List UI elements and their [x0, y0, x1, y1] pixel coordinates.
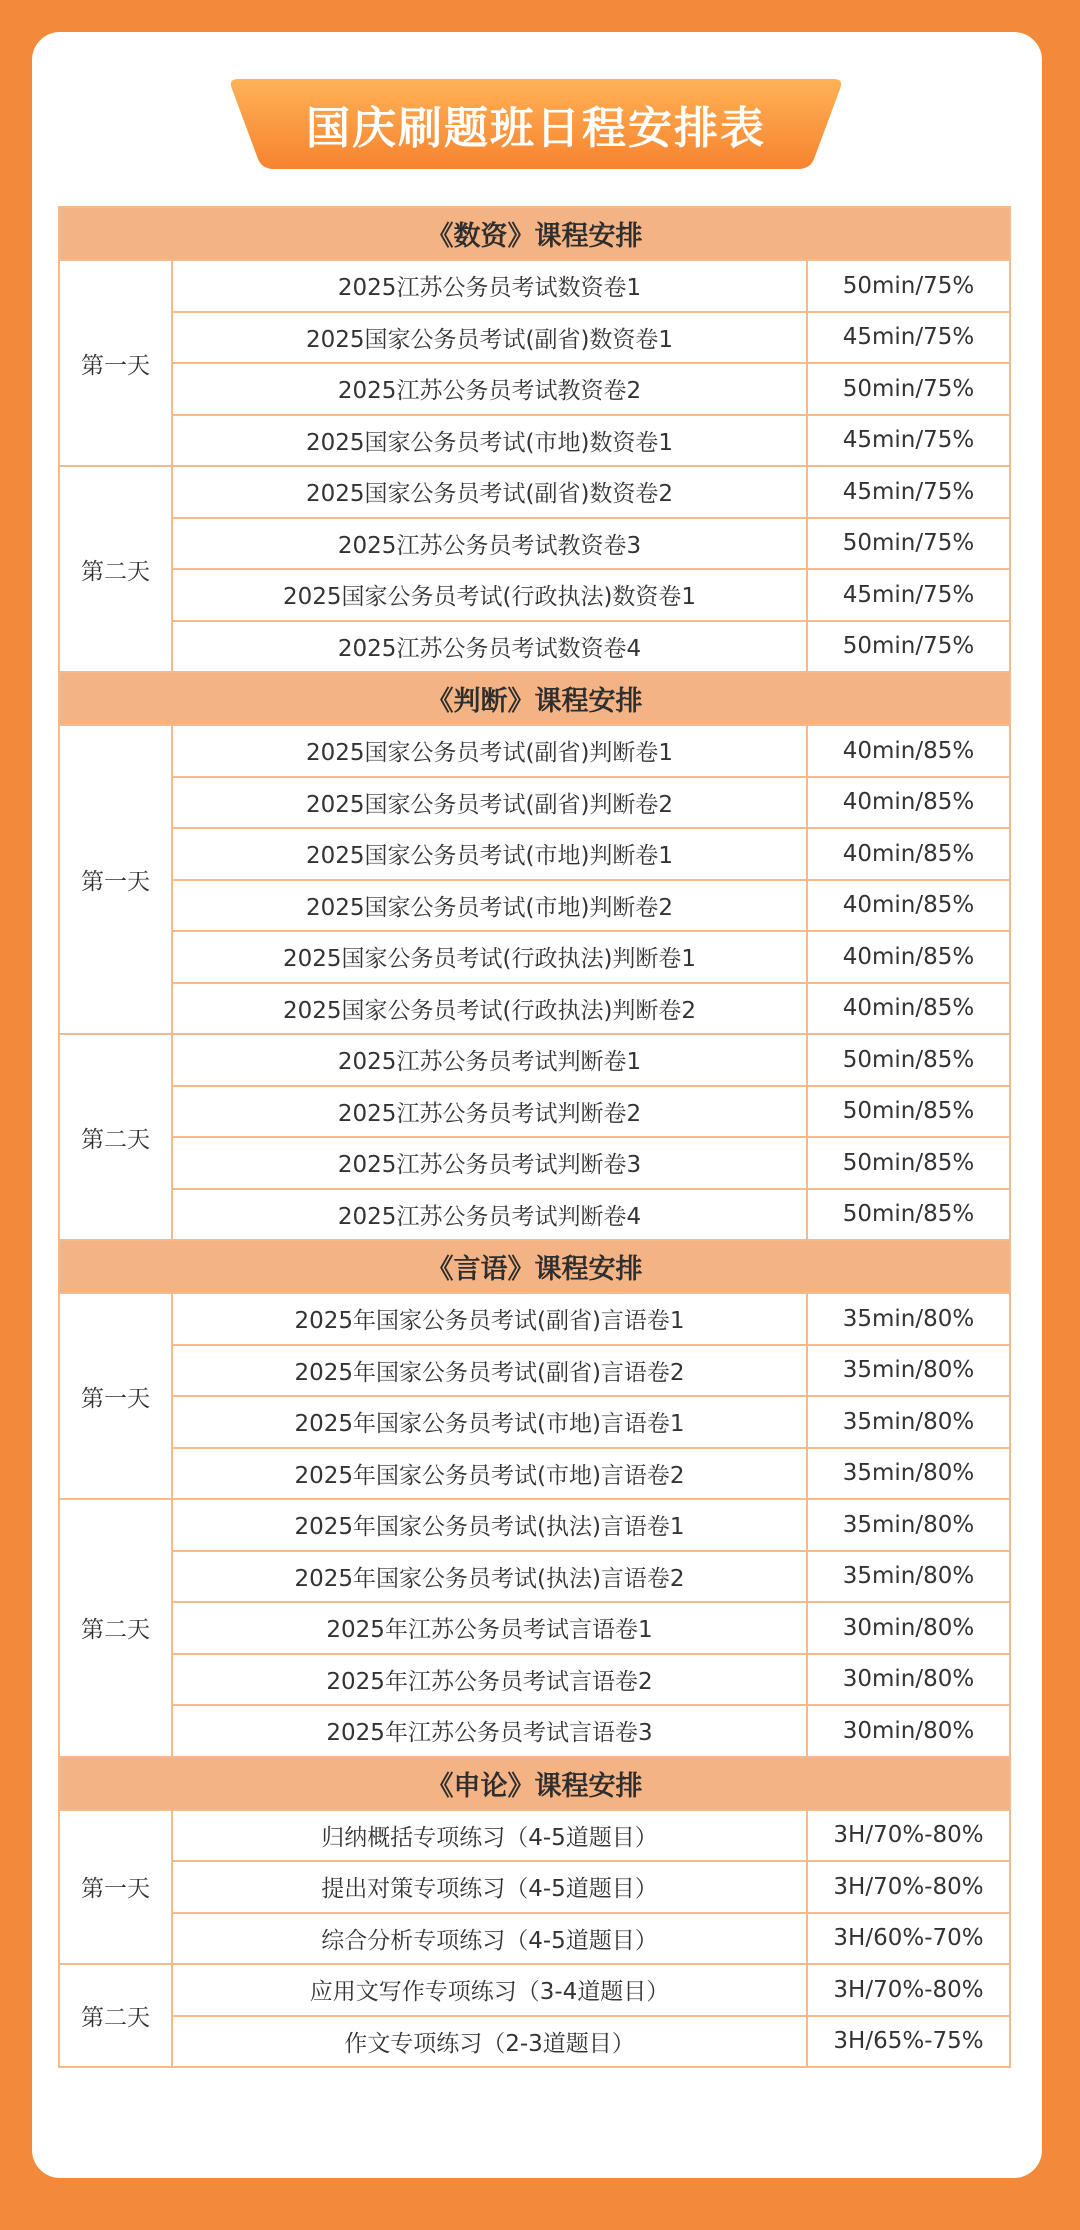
exam-name-cell: 2025国家公务员考试(市地)判断卷2	[172, 880, 807, 932]
table-row	[59, 1189, 1010, 1241]
time-target-cell: 50min/85%	[807, 1137, 1010, 1189]
exam-name-cell: 2025江苏公务员考试教资卷3	[172, 518, 807, 570]
table-row	[59, 1810, 1010, 1862]
time-target-cell: 50min/85%	[807, 1086, 1010, 1138]
exam-name-cell: 2025年国家公务员考试(市地)言语卷2	[172, 1448, 807, 1500]
day-label: 第一天	[59, 1810, 172, 1965]
section-header-row	[59, 672, 1010, 725]
table-row	[59, 1137, 1010, 1189]
time-target-cell: 35min/80%	[807, 1499, 1010, 1551]
table-row	[59, 518, 1010, 570]
schedule-table	[58, 206, 1011, 2068]
exam-name-cell: 提出对策专项练习（4-5道题目）	[172, 1861, 807, 1913]
exam-name-cell: 2025国家公务员考试(市地)判断卷1	[172, 828, 807, 880]
time-target-cell: 50min/75%	[807, 260, 1010, 312]
section-header: 《言语》课程安排	[59, 1240, 1010, 1293]
table-row	[59, 1086, 1010, 1138]
day-label: 第一天	[59, 725, 172, 1034]
time-target-cell: 45min/75%	[807, 466, 1010, 518]
exam-name-cell: 2025年江苏公务员考试言语卷3	[172, 1705, 807, 1757]
exam-name-cell: 2025国家公务员考试(市地)数资卷1	[172, 415, 807, 467]
exam-name-cell: 2025年江苏公务员考试言语卷2	[172, 1654, 807, 1706]
time-target-cell: 40min/85%	[807, 880, 1010, 932]
exam-name-cell: 应用文写作专项练习（3-4道题目）	[172, 1964, 807, 2016]
time-target-cell: 40min/85%	[807, 828, 1010, 880]
time-target-cell: 40min/85%	[807, 931, 1010, 983]
day-label: 第二天	[59, 466, 172, 672]
table-row	[59, 363, 1010, 415]
table-row	[59, 828, 1010, 880]
day-label: 第二天	[59, 1034, 172, 1240]
exam-name-cell: 2025国家公务员考试(副省)数资卷1	[172, 312, 807, 364]
exam-name-cell: 2025国家公务员考试(副省)判断卷1	[172, 725, 807, 777]
exam-name-cell: 2025江苏公务员考试判断卷3	[172, 1137, 807, 1189]
exam-name-cell: 2025国家公务员考试(副省)数资卷2	[172, 466, 807, 518]
table-row	[59, 1705, 1010, 1757]
time-target-cell: 50min/75%	[807, 621, 1010, 673]
table-row	[59, 621, 1010, 673]
day-label: 第二天	[59, 1964, 172, 2067]
day-label: 第二天	[59, 1499, 172, 1757]
table-row	[59, 777, 1010, 829]
time-target-cell: 30min/80%	[807, 1705, 1010, 1757]
title-banner	[230, 79, 842, 169]
exam-name-cell: 2025江苏公务员考试教资卷2	[172, 363, 807, 415]
time-target-cell: 50min/85%	[807, 1034, 1010, 1086]
exam-name-cell: 2025年国家公务员考试(副省)言语卷1	[172, 1293, 807, 1345]
table-row	[59, 1964, 1010, 2016]
table-row	[59, 312, 1010, 364]
day-label: 第一天	[59, 260, 172, 466]
exam-name-cell: 2025国家公务员考试(副省)判断卷2	[172, 777, 807, 829]
time-target-cell: 3H/70%-80%	[807, 1810, 1010, 1862]
day-label: 第一天	[59, 1293, 172, 1499]
section-header: 《判断》课程安排	[59, 672, 1010, 725]
table-row	[59, 983, 1010, 1035]
time-target-cell: 3H/70%-80%	[807, 1861, 1010, 1913]
table-row	[59, 415, 1010, 467]
exam-name-cell: 综合分析专项练习（4-5道题目）	[172, 1913, 807, 1965]
table-row	[59, 1396, 1010, 1448]
exam-name-cell: 2025江苏公务员考试判断卷1	[172, 1034, 807, 1086]
table-row	[59, 931, 1010, 983]
exam-name-cell: 2025江苏公务员考试数资卷4	[172, 621, 807, 673]
time-target-cell: 50min/85%	[807, 1189, 1010, 1241]
time-target-cell: 35min/80%	[807, 1448, 1010, 1500]
time-target-cell: 35min/80%	[807, 1345, 1010, 1397]
exam-name-cell: 作文专项练习（2-3道题目）	[172, 2016, 807, 2068]
section-header-row	[59, 1757, 1010, 1810]
time-target-cell: 40min/85%	[807, 983, 1010, 1035]
section-header-row	[59, 207, 1010, 260]
time-target-cell: 40min/85%	[807, 725, 1010, 777]
table-row	[59, 1293, 1010, 1345]
time-target-cell: 35min/80%	[807, 1396, 1010, 1448]
exam-name-cell: 2025国家公务员考试(行政执法)判断卷2	[172, 983, 807, 1035]
time-target-cell: 35min/80%	[807, 1293, 1010, 1345]
time-target-cell: 3H/70%-80%	[807, 1964, 1010, 2016]
time-target-cell: 45min/75%	[807, 312, 1010, 364]
table-row	[59, 1448, 1010, 1500]
exam-name-cell: 2025年国家公务员考试(市地)言语卷1	[172, 1396, 807, 1448]
exam-name-cell: 2025年国家公务员考试(副省)言语卷2	[172, 1345, 807, 1397]
time-target-cell: 3H/65%-75%	[807, 2016, 1010, 2068]
time-target-cell: 40min/85%	[807, 777, 1010, 829]
time-target-cell: 50min/75%	[807, 518, 1010, 570]
table-row	[59, 1602, 1010, 1654]
section-header: 《数资》课程安排	[59, 207, 1010, 260]
time-target-cell: 45min/75%	[807, 415, 1010, 467]
time-target-cell: 50min/75%	[807, 363, 1010, 415]
time-target-cell: 3H/60%-70%	[807, 1913, 1010, 1965]
table-row	[59, 1654, 1010, 1706]
exam-name-cell: 归纳概括专项练习（4-5道题目）	[172, 1810, 807, 1862]
exam-name-cell: 2025江苏公务员考试数资卷1	[172, 260, 807, 312]
table-row	[59, 466, 1010, 518]
table-row	[59, 880, 1010, 932]
exam-name-cell: 2025国家公务员考试(行政执法)判断卷1	[172, 931, 807, 983]
table-row	[59, 260, 1010, 312]
exam-name-cell: 2025年国家公务员考试(执法)言语卷2	[172, 1551, 807, 1603]
exam-name-cell: 2025江苏公务员考试判断卷2	[172, 1086, 807, 1138]
table-row	[59, 725, 1010, 777]
exam-name-cell: 2025年江苏公务员考试言语卷1	[172, 1602, 807, 1654]
table-row	[59, 569, 1010, 621]
section-header-row	[59, 1240, 1010, 1293]
exam-name-cell: 2025国家公务员考试(行政执法)数资卷1	[172, 569, 807, 621]
table-row	[59, 1551, 1010, 1603]
table-row	[59, 1861, 1010, 1913]
section-header: 《申论》课程安排	[59, 1757, 1010, 1810]
time-target-cell: 45min/75%	[807, 569, 1010, 621]
time-target-cell: 30min/80%	[807, 1654, 1010, 1706]
exam-name-cell: 2025年国家公务员考试(执法)言语卷1	[172, 1499, 807, 1551]
table-row	[59, 1913, 1010, 1965]
table-row	[59, 2016, 1010, 2068]
table-row	[59, 1345, 1010, 1397]
time-target-cell: 30min/80%	[807, 1602, 1010, 1654]
page-title: 国庆刷题班日程安排表	[306, 103, 766, 154]
table-row	[59, 1034, 1010, 1086]
time-target-cell: 35min/80%	[807, 1551, 1010, 1603]
table-row	[59, 1499, 1010, 1551]
exam-name-cell: 2025江苏公务员考试判断卷4	[172, 1189, 807, 1241]
